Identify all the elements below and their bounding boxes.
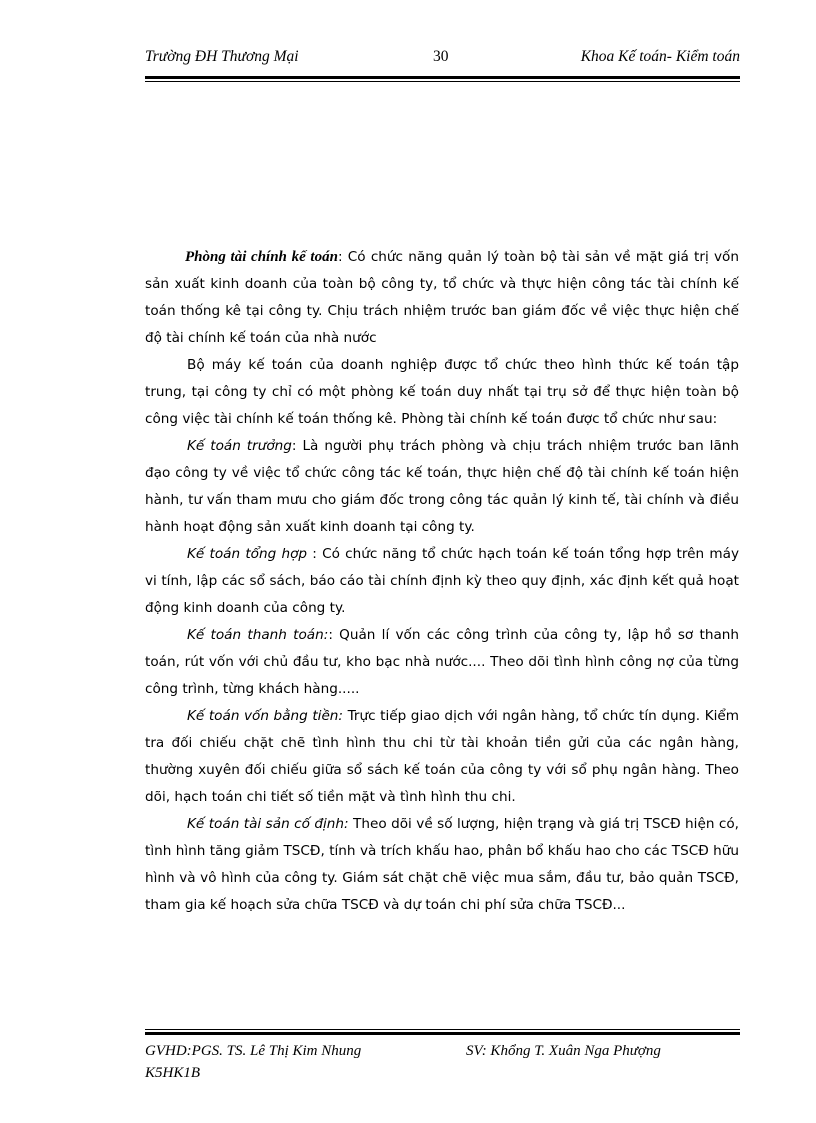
paragraph-general-accountant <box>145 541 739 622</box>
term-fixed-asset-accountant: Kế toán tài sản cố định: <box>187 816 349 832</box>
paragraph-chief-accountant <box>145 433 739 541</box>
text-general-accountant: : Có chức năng tổ chức hạch toán kế toán tổng hợp trên máy vi tính, lập các sổ sách, báo cáo tài chính định kỳ theo quy định, xác định kết quả hoạt động kinh doanh của công ty. <box>145 546 739 616</box>
header-rule-thin <box>145 81 740 82</box>
term-general-accountant: Kế toán tổng hợp <box>187 546 308 562</box>
term-cash-accountant: Kế toán vốn bằng tiền: <box>187 708 344 724</box>
footer-rule-thick <box>145 1032 740 1035</box>
paragraph-fixed-asset-accountant <box>145 811 739 919</box>
paragraph-finance-dept <box>145 244 739 352</box>
text-payment-accountant: : Quản lí vốn các công trình của công ty, lập hồ sơ thanh toán, rút vốn với chủ đầu tư, kho bạc nhà nước.... Theo dõi tình hình công nợ của từng công trình, từng khách hàng..... <box>145 627 740 697</box>
footer-rule-thin <box>145 1029 740 1030</box>
page-body <box>145 244 739 919</box>
text-accounting-apparatus: Bộ máy kế toán của doanh nghiệp được tổ chức theo hình thức kế toán tập trung, tại công ty chỉ có một phòng kế toán duy nhất tại trụ sở để thực hiện toàn bộ công việc tài chính kế toán thống kê. Phòng tài chính kế toán được tổ chức như sau: <box>145 357 739 427</box>
header-rule-thick <box>145 76 740 79</box>
footer-class-code: K5HK1B <box>145 1065 201 1081</box>
footer-student: SV: Khổng T. Xuân Nga Phượng <box>466 1043 661 1059</box>
text-cash-accountant: Trực tiếp giao dịch với ngân hàng, tổ chức tín dụng. Kiểm tra đối chiếu chặt chẽ tình hình thu chi từ tài khoản tiền gửi của các ngân hàng, thường xuyên đối chiếu giữa sổ sách kế toán của công ty với sổ phụ ngân hàng. Theo dõi, hạch toán chi tiết số tiền mặt và tình hình thu chi. <box>145 708 739 805</box>
footer-supervisor: GVHD:PGS. TS. Lê Thị Kim Nhung <box>145 1043 362 1059</box>
header-university: Trường ĐH Thương Mại <box>145 48 299 65</box>
term-payment-accountant: Kế toán thanh toán: <box>187 627 329 643</box>
term-finance-dept: Phòng tài chính kế toán <box>185 249 338 265</box>
paragraph-accounting-apparatus <box>145 352 739 433</box>
text-fixed-asset-accountant: Theo dõi về số lượng, hiện trạng và giá trị TSCĐ hiện có, tình hình tăng giảm TSCĐ, tính và trích khấu hao, phân bổ khấu hao cho các TSCĐ hữu hình và vô hình của công ty. Giám sát chặt chẽ việc mua sắm, đầu tư, bảo quản TSCĐ, tham gia kế hoạch sửa chữa TSCĐ và dự toán chi phí sửa chữa TSCĐ... <box>145 816 739 913</box>
page-header <box>145 48 740 72</box>
text-chief-accountant: : Là người phụ trách phòng và chịu trách nhiệm trước ban lãnh đạo công ty về việc tổ chức công tác kế toán, thực hiện chế độ tài chính kế toán hiện hành, tư vấn tham mưu cho giám đốc trong công tác quản lý kinh tế, tài chính và điều hành hoạt động sản xuất kinh doanh tại công ty. <box>145 438 740 535</box>
header-faculty: Khoa Kế toán- Kiểm toán <box>580 48 740 65</box>
page-number: 30 <box>433 48 449 65</box>
text-finance-dept: : Có chức năng quản lý toàn bộ tài sản về mặt giá trị vốn sản xuất kinh doanh của toàn bộ công ty, tổ chức và thực hiện công tác tài chính kế toán thống kê tại công ty. Chịu trách nhiệm trước ban giám đốc về việc thực hiện chế độ tài chính kế toán của nhà nước <box>145 249 739 346</box>
paragraph-payment-accountant <box>145 622 739 703</box>
term-chief-accountant: Kế toán trưởng <box>187 438 292 454</box>
paragraph-cash-accountant <box>145 703 739 811</box>
